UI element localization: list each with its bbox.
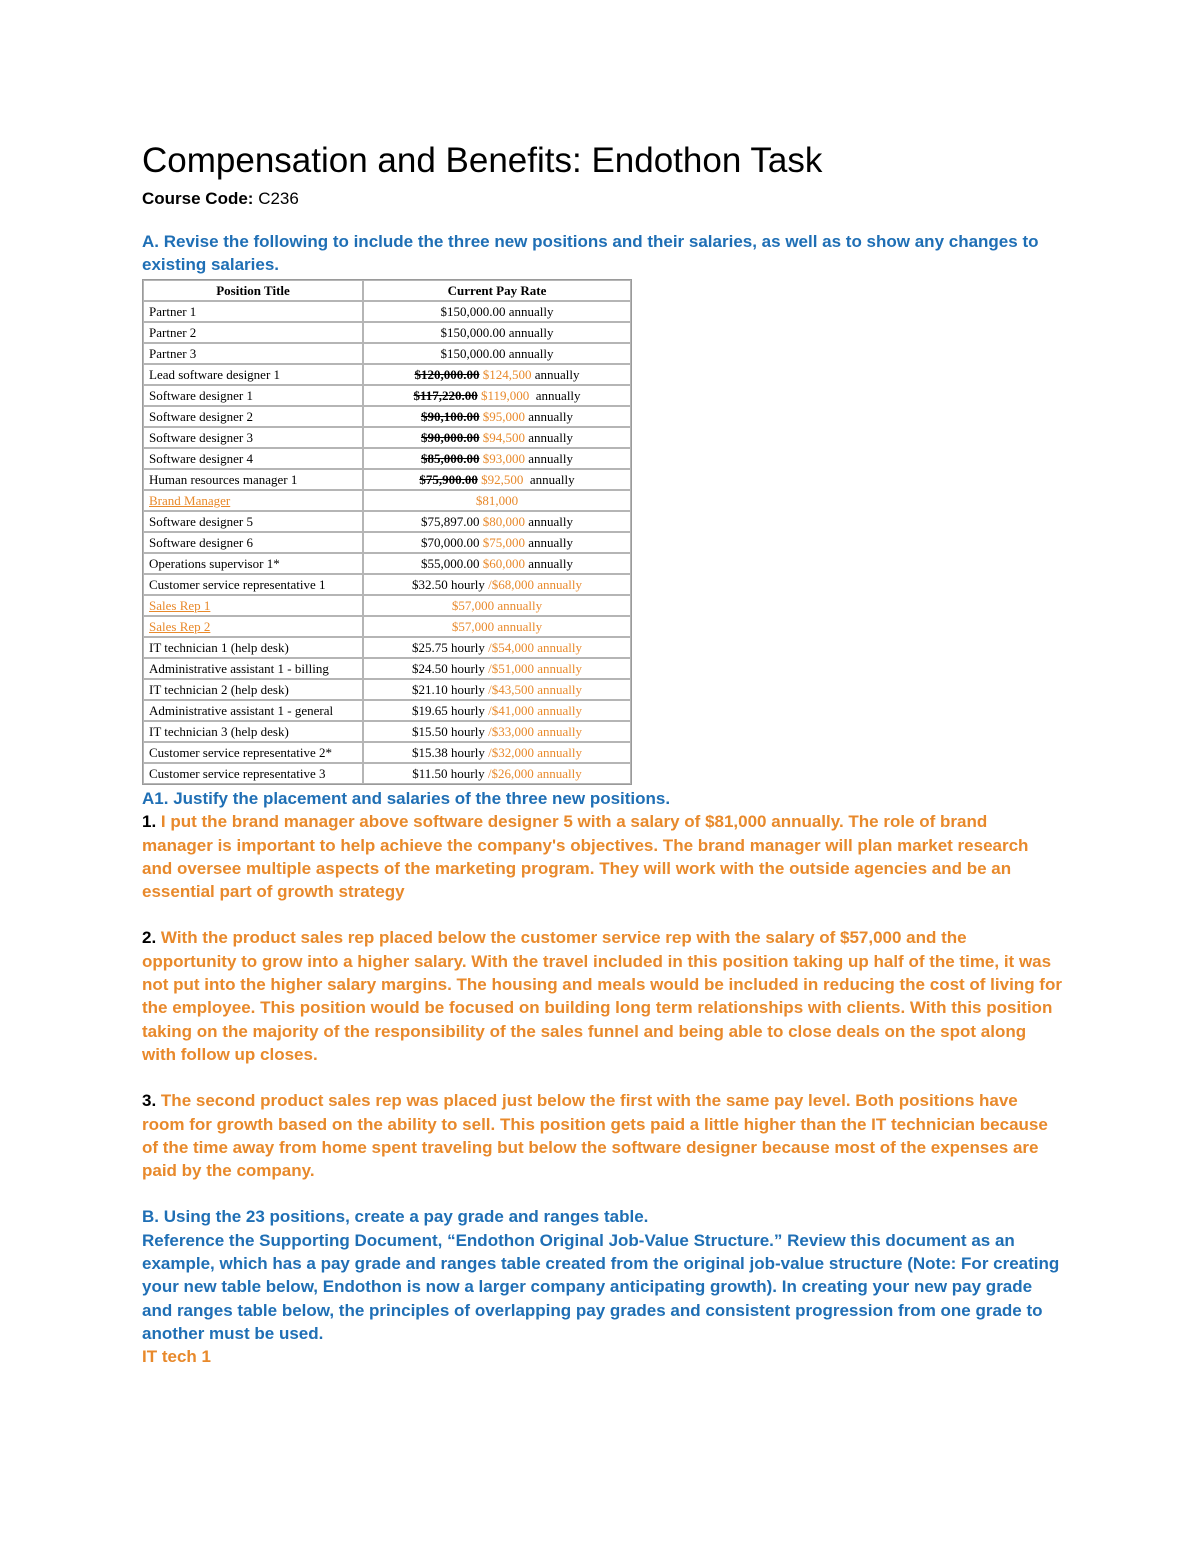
section-a1-label: A1. bbox=[142, 789, 169, 808]
section-a-prompt bbox=[142, 230, 1062, 276]
position-title: Customer service representative 2* bbox=[149, 745, 333, 760]
pay-rate-suffix: annually bbox=[524, 535, 573, 550]
spacer bbox=[142, 903, 1062, 926]
answer-2 bbox=[142, 926, 1062, 1066]
revised-pay-rate: /$54,000 annually bbox=[484, 640, 583, 655]
cell-pay-rate bbox=[363, 301, 631, 322]
revised-pay-rate: /$41,000 annually bbox=[484, 703, 583, 718]
current-pay-rate: $32.50 hourly bbox=[411, 577, 485, 592]
section-a1-text: Justify the placement and salaries of the three new positions. bbox=[173, 789, 671, 808]
cell-pay-rate bbox=[363, 490, 631, 511]
position-title: IT technician 1 (help desk) bbox=[149, 640, 289, 655]
cell-position bbox=[143, 406, 363, 427]
table-row bbox=[143, 532, 631, 553]
old-pay-rate: $85,000.00 bbox=[420, 451, 480, 466]
revised-pay-rate: /$68,000 annually bbox=[484, 577, 583, 592]
cell-pay-rate bbox=[363, 427, 631, 448]
pay-rate-table-body bbox=[143, 301, 631, 784]
table-row bbox=[143, 406, 631, 427]
position-title: Administrative assistant 1 - billing bbox=[149, 661, 329, 676]
cell-pay-rate bbox=[363, 364, 631, 385]
revised-pay-rate: /$51,000 annually bbox=[484, 661, 583, 676]
cell-position bbox=[143, 679, 363, 700]
cell-position bbox=[143, 322, 363, 343]
revised-pay-rate: $81,000 bbox=[475, 493, 519, 508]
revised-pay-rate: /$43,500 annually bbox=[484, 682, 583, 697]
cell-pay-rate bbox=[363, 532, 631, 553]
cell-position bbox=[143, 658, 363, 679]
cell-position bbox=[143, 532, 363, 553]
cell-pay-rate bbox=[363, 658, 631, 679]
cell-position bbox=[143, 385, 363, 406]
header-current-pay-rate: Current Pay Rate bbox=[363, 280, 631, 301]
cell-pay-rate bbox=[363, 616, 631, 637]
pay-rate-suffix: annually bbox=[524, 514, 573, 529]
position-title: Partner 3 bbox=[149, 346, 197, 361]
cell-pay-rate bbox=[363, 343, 631, 364]
current-pay-rate: $75,897.00 bbox=[420, 514, 480, 529]
revised-pay-rate: $80,000 bbox=[479, 514, 525, 529]
cell-position bbox=[143, 763, 363, 784]
cell-pay-rate bbox=[363, 595, 631, 616]
new-position-link[interactable]: Sales Rep 1 bbox=[149, 598, 211, 613]
old-pay-rate: $90,100.00 bbox=[420, 409, 480, 424]
current-pay-rate: $150,000.00 annually bbox=[440, 304, 554, 319]
table-row bbox=[143, 490, 631, 511]
table-row bbox=[143, 343, 631, 364]
answer-3 bbox=[142, 1089, 1062, 1182]
document-content bbox=[142, 140, 1062, 1369]
section-a-label: A. bbox=[142, 232, 159, 251]
table-header-row bbox=[143, 280, 631, 301]
cell-position bbox=[143, 364, 363, 385]
revised-pay-rate: $93,000 bbox=[479, 451, 525, 466]
table-row bbox=[143, 469, 631, 490]
pay-rate-suffix: annually bbox=[523, 472, 575, 487]
revised-pay-rate: $57,000 annually bbox=[451, 598, 543, 613]
position-title: Software designer 6 bbox=[149, 535, 253, 550]
new-position-link[interactable]: Sales Rep 2 bbox=[149, 619, 211, 634]
cell-pay-rate bbox=[363, 322, 631, 343]
current-pay-rate: $24.50 hourly bbox=[411, 661, 485, 676]
table-row bbox=[143, 721, 631, 742]
cell-pay-rate bbox=[363, 385, 631, 406]
cell-pay-rate bbox=[363, 679, 631, 700]
table-row bbox=[143, 511, 631, 532]
current-pay-rate: $55,000.00 bbox=[420, 556, 480, 571]
answer-2-text: With the product sales rep placed below the customer service rep with the salary of $57,000 and the opportunity to grow into a higher salary. With the travel included in this position taking up half of the time, it was not put into the higher salary margins. The housing and meals would be included in reducing the cost of living for the employee. This position would be focused on building long term relationships with clients. With this position taking on the majority of the responsibility of the sales funnel and being able to close deals on the spot along with follow up closes. bbox=[142, 928, 1062, 1064]
old-pay-rate: $117,220.00 bbox=[413, 388, 478, 403]
pay-rate-suffix: annually bbox=[524, 430, 573, 445]
position-title: Administrative assistant 1 - general bbox=[149, 703, 334, 718]
current-pay-rate: $150,000.00 annually bbox=[440, 325, 554, 340]
table-row bbox=[143, 742, 631, 763]
section-b-label: B. bbox=[142, 1207, 159, 1227]
position-title: Software designer 5 bbox=[149, 514, 253, 529]
cell-pay-rate bbox=[363, 721, 631, 742]
position-title: Software designer 2 bbox=[149, 409, 253, 424]
position-title: Software designer 4 bbox=[149, 451, 253, 466]
table-row bbox=[143, 448, 631, 469]
course-code-line bbox=[142, 188, 1062, 210]
cell-pay-rate bbox=[363, 406, 631, 427]
position-title: Lead software designer 1 bbox=[149, 367, 281, 382]
table-row bbox=[143, 658, 631, 679]
pay-rate-table bbox=[142, 279, 632, 785]
current-pay-rate: $70,000.00 bbox=[420, 535, 480, 550]
cell-position bbox=[143, 721, 363, 742]
table-row bbox=[143, 427, 631, 448]
position-title: Operations supervisor 1* bbox=[149, 556, 280, 571]
section-b-text: Using the 23 positions, create a pay grade and ranges table. bbox=[163, 1207, 649, 1227]
pay-rate-suffix: annually bbox=[524, 556, 573, 571]
position-title: Human resources manager 1 bbox=[149, 472, 298, 487]
cell-position bbox=[143, 301, 363, 322]
table-row bbox=[143, 385, 631, 406]
table-row bbox=[143, 301, 631, 322]
position-title: Software designer 1 bbox=[149, 388, 253, 403]
revised-pay-rate: $75,000 bbox=[479, 535, 525, 550]
position-title: Software designer 3 bbox=[149, 430, 253, 445]
pay-rate-suffix: annually bbox=[529, 388, 581, 403]
answer-3-number: 3. bbox=[142, 1091, 157, 1111]
cell-position bbox=[143, 490, 363, 511]
old-pay-rate: $75,900.00 bbox=[419, 472, 478, 487]
answer-1 bbox=[142, 810, 1062, 903]
table-row bbox=[143, 322, 631, 343]
cell-position bbox=[143, 574, 363, 595]
revised-pay-rate: /$33,000 annually bbox=[484, 724, 583, 739]
answer-2-number: 2. bbox=[142, 928, 157, 948]
table-row bbox=[143, 616, 631, 637]
current-pay-rate: $150,000.00 annually bbox=[440, 346, 554, 361]
course-code-value: C236 bbox=[258, 189, 299, 208]
revised-pay-rate: $57,000 annually bbox=[451, 619, 543, 634]
position-title: IT technician 3 (help desk) bbox=[149, 724, 289, 739]
pay-rate-suffix: annually bbox=[531, 367, 580, 382]
cell-pay-rate bbox=[363, 763, 631, 784]
section-a1-prompt bbox=[142, 787, 1062, 810]
section-a-text: Revise the following to include the three new positions and their salaries, as well as to show any changes to existing salaries. bbox=[142, 232, 1039, 274]
pay-rate-suffix: annually bbox=[524, 409, 573, 424]
answer-1-text: I put the brand manager above software designer 5 with a salary of $81,000 annually. The role of brand manager is important to help achieve the company's objectives. The brand manager will plan market research and oversee multiple aspects of the marketing program. They will work with the outside agencies and be an essential part of growth strategy bbox=[142, 812, 1029, 902]
cell-pay-rate bbox=[363, 574, 631, 595]
revised-pay-rate: $92,500 bbox=[477, 472, 524, 487]
table-row bbox=[143, 364, 631, 385]
cell-position bbox=[143, 553, 363, 574]
revised-pay-rate: $60,000 bbox=[479, 556, 525, 571]
position-title: IT technician 2 (help desk) bbox=[149, 682, 289, 697]
current-pay-rate: $25.75 hourly bbox=[411, 640, 485, 655]
current-pay-rate: $15.50 hourly bbox=[411, 724, 485, 739]
cell-position bbox=[143, 469, 363, 490]
position-title: Partner 2 bbox=[149, 325, 197, 340]
table-row bbox=[143, 595, 631, 616]
cell-pay-rate bbox=[363, 448, 631, 469]
revised-pay-rate: /$32,000 annually bbox=[484, 745, 583, 760]
revised-pay-rate: $119,000 bbox=[477, 388, 530, 403]
cell-position bbox=[143, 742, 363, 763]
current-pay-rate: $11.50 hourly bbox=[412, 766, 485, 781]
cell-position bbox=[143, 595, 363, 616]
spacer bbox=[142, 1182, 1062, 1205]
position-title: Partner 1 bbox=[149, 304, 197, 319]
revised-pay-rate: /$26,000 annually bbox=[484, 766, 582, 781]
old-pay-rate: $120,000.00 bbox=[414, 367, 480, 382]
current-pay-rate: $19.65 hourly bbox=[411, 703, 485, 718]
cell-position bbox=[143, 700, 363, 721]
table-row bbox=[143, 574, 631, 595]
answer-1-number: 1. bbox=[142, 812, 157, 832]
cell-position bbox=[143, 427, 363, 448]
cell-pay-rate bbox=[363, 742, 631, 763]
current-pay-rate: $21.10 hourly bbox=[411, 682, 485, 697]
page-title: Compensation and Benefits: Endothon Task bbox=[142, 141, 823, 180]
section-b-reference: Reference the Supporting Document, “Endothon Original Job-Value Structure.” Review this document as an example, which has a pay grade and ranges table created from the original job-value structure (Note: For creating your new table below, Endothon is now a larger company anticipating growth). In creating your new pay grade and ranges table below, the principles of overlapping pay grades and consistent progression from one grade to another must be used. bbox=[142, 1230, 1060, 1343]
answer-3-text: The second product sales rep was placed just below the first with the same pay level. Both positions have room for growth based on the ability to sell. This position gets paid a little higher than the IT technician because of the time away from home spent traveling but below the software designer because most of the expenses are paid by the company. bbox=[142, 1091, 1048, 1181]
table-row bbox=[143, 553, 631, 574]
new-position-link[interactable]: Brand Manager bbox=[149, 493, 231, 508]
cell-pay-rate bbox=[363, 553, 631, 574]
table-row bbox=[143, 637, 631, 658]
table-row bbox=[143, 679, 631, 700]
cell-pay-rate bbox=[363, 469, 631, 490]
cell-position bbox=[143, 616, 363, 637]
current-pay-rate: $15.38 hourly bbox=[411, 745, 485, 760]
cell-position bbox=[143, 511, 363, 532]
section-b-prompt bbox=[142, 1205, 1062, 1228]
cell-position bbox=[143, 637, 363, 658]
position-title: Customer service representative 3 bbox=[149, 766, 326, 781]
cell-pay-rate bbox=[363, 637, 631, 658]
revised-pay-rate: $94,500 bbox=[479, 430, 525, 445]
cell-position bbox=[143, 448, 363, 469]
course-code-label: Course Code: bbox=[142, 189, 254, 208]
cell-pay-rate bbox=[363, 700, 631, 721]
position-title: Customer service representative 1 bbox=[149, 577, 326, 592]
revised-pay-rate: $95,000 bbox=[479, 409, 525, 424]
cell-position bbox=[143, 343, 363, 364]
table-row bbox=[143, 763, 631, 784]
cell-pay-rate bbox=[363, 511, 631, 532]
section-a1 bbox=[142, 787, 1062, 1369]
table-row bbox=[143, 700, 631, 721]
pay-rate-suffix: annually bbox=[524, 451, 573, 466]
spacer bbox=[142, 1066, 1062, 1089]
revised-pay-rate: $124,500 bbox=[479, 367, 532, 382]
old-pay-rate: $90,000.00 bbox=[420, 430, 480, 445]
header-position-title: Position Title bbox=[143, 280, 363, 301]
section-b-answer: IT tech 1 bbox=[142, 1347, 211, 1367]
